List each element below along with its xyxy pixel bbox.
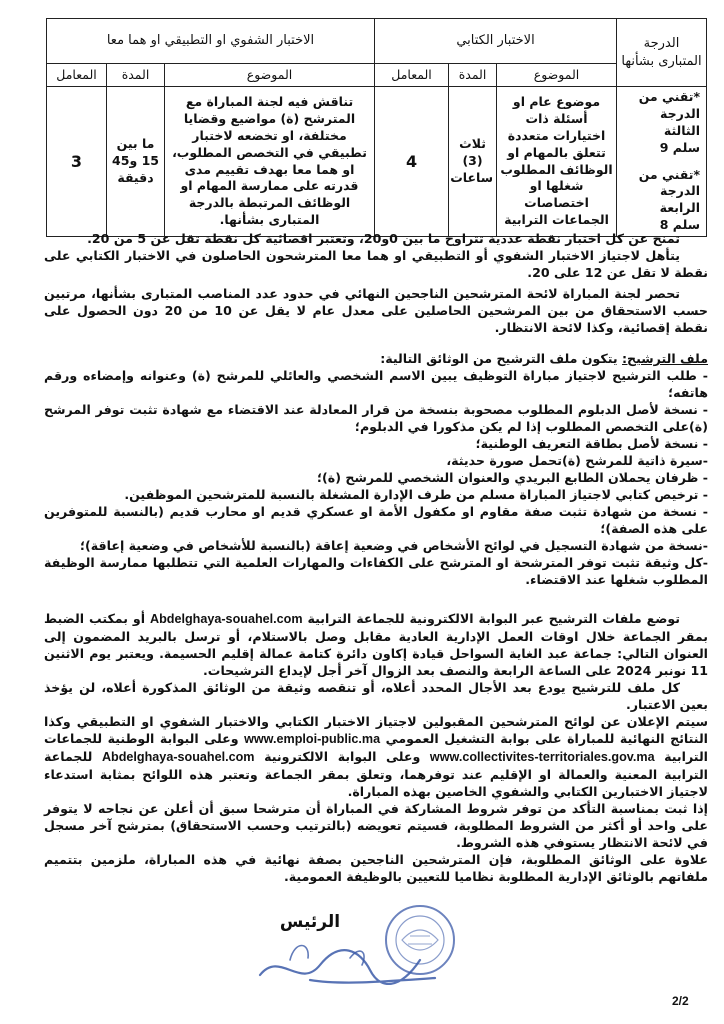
oral-duration-header: المدة	[107, 64, 165, 87]
dossier-heading: ملف الترشيح:	[622, 351, 708, 366]
oral-coefficient-cell: 3	[47, 87, 107, 237]
written-coefficient-cell: 4	[375, 87, 449, 237]
president-title: الرئيس	[279, 912, 341, 932]
oral-coefficient-header: المعامل	[47, 64, 107, 87]
submission-paragraph-1	[44, 610, 708, 679]
submission-text: توضع ملفات الترشيح عبر البوابة الالكترونية للجماعة الترابية	[302, 611, 680, 626]
submission-paragraph-3	[44, 713, 708, 800]
grade-cell	[617, 87, 707, 237]
dossier-item: - نسخة لأصل بطاقة التعريف الوطنية؛	[475, 436, 708, 451]
written-duration-cell: ثلاث (3) ساعات	[449, 87, 497, 237]
page-number: 2/2	[672, 994, 689, 1008]
grade-column-header: الدرجة المتبارى بشأنها	[617, 19, 707, 87]
dossier-heading-rest: يتكون ملف الترشيح من الوثائق التالية:	[380, 351, 623, 366]
commune-website-link[interactable]: Abdelghaya-souahel.com	[149, 612, 303, 626]
submission-text: أو بمكتب الضبط بمقر الجماعة خلال اوقات العمل الإدارية العادية مقابل وصل بالاستلام، أو ترسل بالبريد المضمون إلى العنوان التالي: جماعة عبد الغاية السواحل قيادة إكاون دائرة كتامة عمالة إقليم الحسيمة. ويعتبر يوم الاثنين 11 نونبر 2024 على الساعة الرابعة والنصف بعد الزوال آخر أجل لإيداع الترشيحات.	[44, 611, 708, 678]
submission-paragraph-5: علاوة على الوثائق المطلوبة، فإن المترشحين الناجحين بصفة نهائية في هذه المباراة، ملزمين بتتميم ملفاتهم بالوثائق الإدارية المطلوبة نظاميا للتعيين بالوظيفة العمومية.	[44, 852, 708, 884]
dossier-item: - ترخيص كتابي لاجتياز المباراة مسلم من طرف الإدارة المشغلة بالنسبة للمترشحين الموظفين.	[124, 487, 708, 502]
submission-paragraph-2: كل ملف للترشيح يودع بعد الأجال المحدد أعلاه، أو تنقصه وثيقة من الوثائق المذكورة أعلاه، لن يؤخذ بعين الاعتبار.	[44, 680, 708, 712]
dossier-item: - طلب الترشيح لاجتياز مباراة التوظيف يبين الاسم الشخصي والعائلي للمرشح (ة) وعنوانه وإمضاءه ورقم هاتفه؛	[44, 368, 708, 400]
submission-text: وعلى البوابة الوطنية للجماعات الترابية	[44, 731, 708, 764]
oral-exam-header: الاختبار الشفوي او التطبيقي او هما معا	[47, 19, 375, 64]
grade-1-line-1: *تقني من	[638, 89, 701, 104]
submission-text: للجماعة الترابية المعنية والعمالة او الإقليم عند توفرهما، وتعلق بمقر الجماعة وتعتبر هذه اللوائح بمثابة استدعاء لاجتياز الاختبارين الكتابي والشفوي الخاصين بهذه المباراة.	[44, 749, 708, 799]
submission-paragraph-4: إذا ثبت بمناسبة التأكد من توفر شروط المشاركة في المباراة أن مترشحا سبق أن أعلن عن نجاحه لا يتوفر على واحد أو أكثر من الشروط المطلوبة، فسيتم تعويضه (بالترتيب وحسب الاستحقاق) بمترشح آخر مسجل في لائحة الانتظار يستوفي هذه الشروط.	[44, 801, 708, 850]
grade-1-line-3: سلم 9	[659, 139, 701, 155]
oral-subject-header: الموضوع	[165, 64, 375, 87]
dossier-section	[44, 350, 708, 588]
exam-table	[46, 18, 707, 237]
submission-text: وعلى البوابة الالكترونية	[254, 749, 430, 764]
commune-website-link-2[interactable]: Abdelghaya-souahel.com	[101, 750, 255, 764]
oral-duration-cell: ما بين 15 و45 دقيقة	[107, 87, 165, 237]
grade-2-line-3: سلم 8	[659, 217, 701, 233]
emploi-public-link[interactable]: www.emploi-public.ma	[244, 732, 381, 746]
grading-paragraph-3: تحصر لجنة المباراة لائحة المترشحين الناجحين النهائي في حدود عدد المناصب المتبارى بشأنها، مرتبين حسب الاستحقاق من بين المرشحين الحاصلين على معدل عام لا يقل عن 10 من 20 دون الحصول على نقطة إقصائية، وكذا لائحة الانتظار.	[44, 286, 708, 335]
written-subject-header: الموضوع	[497, 64, 617, 87]
grading-paragraph-2: يتأهل لاجتياز الاختبار الشفوي أو التطبيقي او هما معا المترشحون الحاصلون في الاختبار الكتابي على نقطة لا تقل عن 12 على 20.	[44, 248, 708, 280]
grade-1-line-2: الدرجة الثالثة	[660, 105, 701, 138]
grading-section	[44, 230, 708, 336]
grade-2-line-2: الدرجة الرابعة	[659, 183, 701, 216]
submission-text: سيتم الإعلان عن لوائح المترشحين المقبولين لاجتياز الاختبار الكتابي والاختبار الشفوي او التطبيقي وكذا النتائج النهائية للمباراة على بوابة التشغيل العمومي	[44, 714, 708, 746]
dossier-item: -كل وثيقة تثبت توفر المترشحة او المترشح على الكفاءات والمهارات العلمية التي تتطلبها ممارسة الوظيفة المطلوب شغلها عند الاقتضاء.	[44, 555, 708, 587]
written-subject-cell: موضوع عام او أسئلة ذات اختيارات متعددة تتعلق بالمهام او الوظائف المطلوب شغلها او اختصاصات الجماعات الترابية	[497, 87, 617, 237]
dossier-item: -نسخة من شهادة التسجيل في لوائح الأشخاص في وضعية إعاقة (بالنسبة للأشخاص في وضعية إعاقة)؛	[79, 538, 708, 553]
dossier-item: - نسخة لأصل الدبلوم المطلوب مصحوبة بنسخة من قرار المعادلة عند الاقتضاء مع شهادة تثبت توفر المرشح (ة)على التخصص المطلوب إذا لم يكن مذكورا في الدبلوم؛	[44, 402, 708, 434]
written-coefficient-header: المعامل	[375, 64, 449, 87]
dossier-heading-line	[44, 350, 708, 367]
grade-2-line-1: *تقني من	[638, 166, 701, 182]
dossier-item: -سيرة ذاتية للمرشح (ة)تحمل صورة حديثة،	[446, 453, 708, 468]
oral-subject-cell: تناقش فيه لجنة المباراة مع المترشح (ة) مواضيع وقضايا مختلفة، او تخضعه لاختبار تطبيقي في التخصص المطلوب، او هما معا بهدف تقييم مدى قدرته على ممارسة المهام او الوظائف المرتبطة بالدرجة المتبارى بشأنها.	[165, 87, 375, 237]
dossier-item: - ظرفان يحملان الطابع البريدي والعنوان الشخصي للمرشح (ة)؛	[317, 470, 708, 485]
submission-section	[44, 610, 708, 885]
president-signature-icon	[250, 930, 450, 1000]
written-exam-header: الاختبار الكتابي	[375, 19, 617, 64]
dossier-item: - نسخة من شهادة تثبت صفة مقاوم او مكفول الأمة او عسكري قديم او محارب قديم (بالنسبة للمتوفرين على هذه الصفة)؛	[44, 504, 708, 536]
written-duration-header: المدة	[449, 64, 497, 87]
grading-paragraph-1: تمنح عن كل اختبار نقطة عددية تتراوح ما بين 0و20، وتعتبر اقصائية كل نقطة تقل عن 5 من 20.	[87, 231, 680, 246]
collectivites-link[interactable]: www.collectivites-territoriales.gov.ma	[429, 750, 655, 764]
